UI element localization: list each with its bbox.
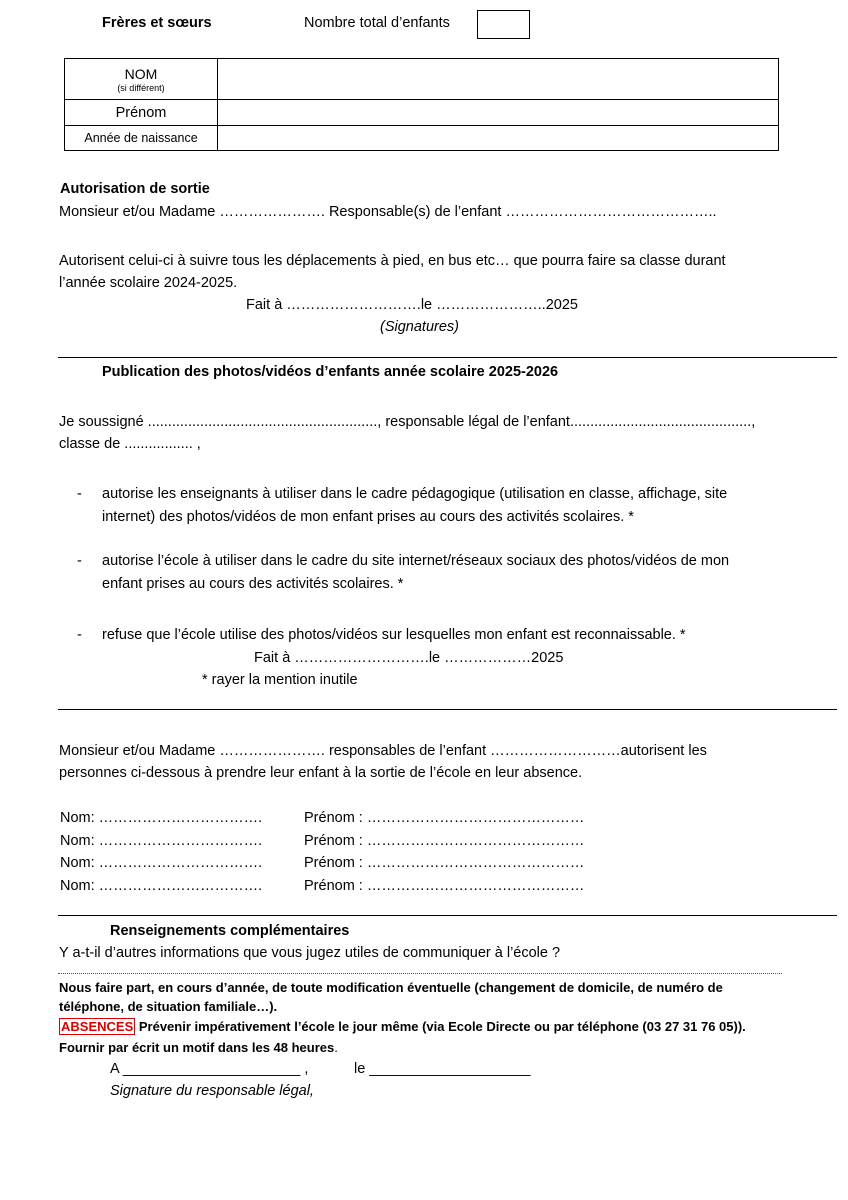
nom-field[interactable] [218, 59, 779, 100]
photos-title: Publication des photos/vidéos d’enfants année scolaire 2025-2026 [102, 364, 559, 380]
notice-line-2: téléphone, de situation familiale…). [59, 999, 278, 1014]
photos-rayer: * rayer la mention inutile [202, 672, 358, 688]
fournir-text: Fournir par écrit un motif dans les 48 heures [59, 1040, 335, 1055]
pickup-nom-1: Nom: ……………………………. [60, 810, 263, 826]
bullet-dash: - [77, 486, 82, 502]
photos-item-1-line2: internet) des photos/vidéos de mon enfant prises au cours des activités scolaires. * [102, 509, 634, 525]
divider [58, 709, 837, 710]
renseignements-question: Y a-t-il d’autres informations que vous jugez utiles de communiquer à l’école ? [59, 945, 561, 961]
bullet-dash: - [77, 553, 82, 569]
sortie-para-2: l’année scolaire 2024-2025. [59, 275, 238, 291]
renseignements-title: Renseignements complémentaires [110, 923, 350, 939]
annee-label-cell [65, 126, 218, 151]
photos-item-3-line1: refuse que l’école utilise des photos/vidéos sur lesquelles mon enfant est reconnaissable. * [102, 627, 686, 643]
pickup-line-1: Monsieur et/ou Madame …………………. responsables de l’enfant ………………………autorisent les [59, 743, 707, 759]
annee-label: Année de naissance [84, 131, 198, 145]
absences-text: Prévenir impérativement l’école le jour même (via Ecole Directe ou par téléphone (03 27 31 76 05)). [135, 1019, 746, 1034]
fournir-end: . [334, 1040, 338, 1055]
divider [58, 915, 837, 916]
photos-soussigne: Je soussigné ........................................................., responsable légal de l’enfant............................................., [59, 414, 756, 430]
signature-label: Signature du responsable légal, [110, 1083, 314, 1099]
divider [58, 357, 837, 358]
absences-badge: ABSENCES [61, 1019, 134, 1034]
siblings-title: Frères et sœurs [102, 15, 212, 31]
siblings-table [64, 58, 779, 151]
photos-fait: Fait à ……………………….le ………………2025 [254, 650, 564, 666]
pickup-prenom-4: Prénom : ……………………………………… [304, 878, 585, 894]
total-children-field[interactable] [477, 10, 530, 39]
pickup-nom-4: Nom: ……………………………. [60, 878, 263, 894]
photos-item-2-line2: enfant prises au cours des activités scolaires. * [102, 576, 404, 592]
pickup-nom-3: Nom: ……………………………. [60, 855, 263, 871]
a-field[interactable]: A ______________________ , [110, 1061, 309, 1077]
sortie-para-1: Autorisent celui-ci à suivre tous les déplacements à pied, en bus etc… que pourra faire sa classe durant [59, 253, 726, 269]
pickup-prenom-1: Prénom : ……………………………………… [304, 810, 585, 826]
sortie-fait: Fait à ……………………….le …………………..2025 [246, 297, 578, 313]
total-children-label: Nombre total d’enfants [304, 15, 450, 31]
pickup-nom-2: Nom: ……………………………. [60, 833, 263, 849]
photos-classe: classe de ................. , [59, 436, 201, 452]
pickup-prenom-3: Prénom : ……………………………………… [304, 855, 585, 871]
fournir-line [59, 1040, 338, 1055]
pickup-line-2: personnes ci-dessous à prendre leur enfant à la sortie de l’école en leur absence. [59, 765, 583, 781]
prenom-label: Prénom [115, 104, 167, 121]
nom-label-cell [65, 59, 218, 100]
absences-line [59, 1019, 746, 1034]
bullet-dash: - [77, 627, 82, 643]
pickup-prenom-2: Prénom : ……………………………………… [304, 833, 585, 849]
prenom-label-cell [65, 100, 218, 126]
nom-label: NOM [124, 65, 158, 82]
notice-line-1: Nous faire part, en cours d’année, de toute modification éventuelle (changement de domicile, de numéro de [59, 980, 723, 995]
photos-item-1-line1: autorise les enseignants à utiliser dans le cadre pédagogique (utilisation en classe, affichage, site [102, 486, 728, 502]
prenom-field[interactable] [218, 100, 779, 126]
sortie-line: Monsieur et/ou Madame …………………. Responsable(s) de l’enfant …………………………………….. [59, 204, 717, 220]
dotted-divider [58, 973, 782, 974]
photos-item-2-line1: autorise l’école à utiliser dans le cadre du site internet/réseaux sociaux des photos/vidéos de mon [102, 553, 730, 569]
le-field[interactable]: le ____________________ [354, 1061, 531, 1077]
sortie-signatures: (Signatures) [380, 319, 459, 335]
sortie-title: Autorisation de sortie [60, 181, 210, 197]
nom-note: (si différent) [117, 82, 165, 93]
annee-field[interactable] [218, 126, 779, 151]
